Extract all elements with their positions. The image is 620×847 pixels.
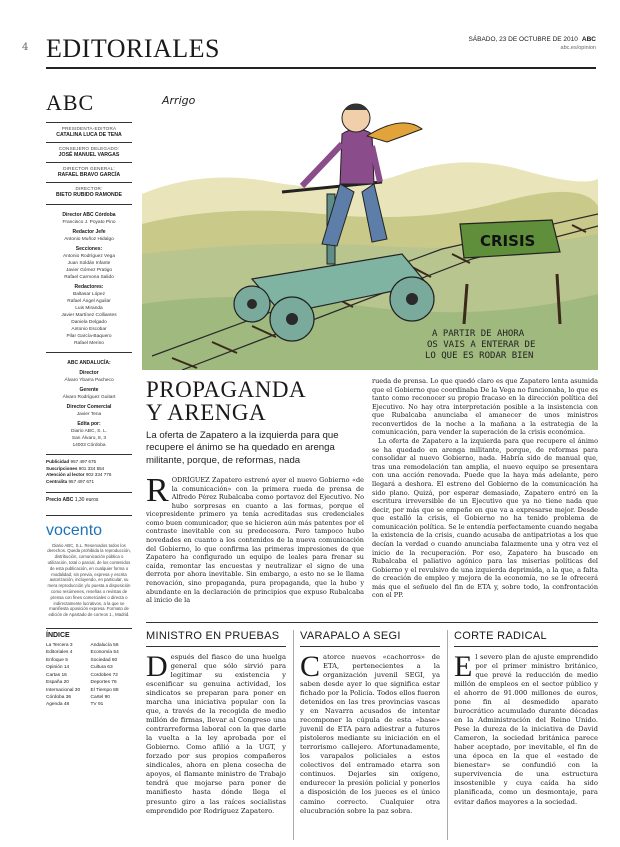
date-line (468, 36, 596, 43)
editorial-ministro (146, 630, 286, 816)
staff-heading: Edita por: (77, 421, 101, 427)
cartoonist-signature: Arrigo (162, 94, 196, 107)
price-label: Precio ABC (46, 496, 74, 503)
role-title: CONSEJERO DELEGADO: (58, 146, 120, 151)
role-title: DIRECTOR: (75, 186, 103, 191)
contact-value: 901 334 554 (78, 465, 105, 471)
main-body-col-1 (146, 472, 364, 605)
main-body-paragraph-1: rueda de prensa. Lo que quedó claro es que Zapatero lenta asumida que el Gobierno que coordinaba De la Vega no funcionaba, lo que es tanto como reconocer su propio fracaso en la dirección política del Ejecutivo. No hay otra interpretación posible a la insistencia con que Rubalcaba anunciaba el amanecer de unos ministros reconvertidos de la noche a la mañana a la estrategia de la comunicación, para vender la superación de la crisis económica. (372, 377, 598, 437)
dropcap: E (454, 650, 473, 683)
index-item[interactable]: Enfoque 5 (46, 657, 68, 663)
contact-label: Atención al lector (46, 472, 85, 478)
caption-line-2: OS VAIS A ENTERAR DE (427, 340, 536, 350)
section-title: EDITORIALES (46, 34, 221, 63)
staff-heading: Gerente (79, 387, 99, 393)
staff-name: Álvaro Rodríguez Guitart (62, 395, 116, 400)
staff-name: Pilar García-Baquero (66, 334, 112, 339)
index-list (46, 642, 132, 709)
staff-block (46, 352, 132, 448)
column-divider (293, 630, 294, 840)
editorial-corte (454, 630, 598, 807)
contact-label: Publicidad (46, 459, 70, 464)
index-item[interactable]: España 20 (46, 680, 69, 686)
index-item[interactable]: Economía 54 (90, 650, 119, 656)
staff-name: Antonio Rodríguez Vega (62, 254, 115, 259)
main-body-text-1: ODRÍGUEZ Zapatero estrenó ayer el nuevo Gobierno «de la comunicación» con la primera rueda de prensa de Alfredo Pérez Rubalcaba como portavoz del Ejecutivo. No hubo sorpresas en cuanto a las formas, porque el vicepresidente primero ya tenía acreditadas sus credenciales como buen comunicador, que se hicieron aún más patentes por el contraste inevitable con su predecesora. Pero tampoco hubo novedades en cuanto a los contenidos de la nueva comunicación del Gobierno, lo que confirma las primeras impresiones de que Zapatero ha configurado un equipo de leales para frenar su caída, remontar las encuestas y neutralizar el signo de una derrota por ahora inevitable. Sin embargo, a esto no se le llama renovación, sino propaganda, pura propaganda, que la hubo y abundante en la declaración de principios que expuso Rubalcaba al inicio de la (146, 476, 364, 605)
masthead-role-block (46, 142, 132, 158)
index-item[interactable]: El Tiempo 88 (90, 687, 119, 693)
crisis-sign-text: CRISIS (480, 232, 536, 250)
index-item[interactable]: La Tercera 3 (46, 642, 73, 648)
staff-name: 14003 Córdoba (72, 443, 106, 448)
cartoon-caption (425, 329, 535, 361)
abc-logo: ABC (46, 90, 95, 115)
staff-name: Antonio Muñoz Hidalgo (64, 237, 114, 242)
index-item[interactable]: Editoriales 4 (46, 650, 73, 656)
staff-name: Daniela Delgado (71, 320, 107, 325)
editorial-body: atorce nuevos «cachorros» de ETA, pertenecientes a la organización juvenil SEGI, ya saben desde ayer lo que significa estar fichado por la Policía. Todos ellos fueron detenidos en las tres provincias vascas y en Navarra acusados de intentar recomponer la cúpula de esta «base» juvenil de ETA para adiestrar a futuros pistoleros mediante su iniciación en el terrorismo callejero. Afortunadamente, los varapalos policiales a estos colectivos del entramado etarra son continuos. Dejarles sin oxígeno, endurecer la presión policial y ponerlos a disposición de los jueces es el único camino correcto. Cualquier otra elucubración sobre la paz sobra. (300, 653, 440, 815)
index-item[interactable]: Cartas 16 (46, 672, 67, 678)
main-subtitle: La oferta de Zapatero a la izquierda para que recupere el ánimo se ha quedado en arenga militante, porque, de reformas, nada (146, 430, 339, 466)
index-item[interactable]: Andalucía 56 (90, 642, 119, 648)
role-name: CATALINA LUCA DE TENA (56, 132, 122, 138)
editorial-cartoon (142, 74, 598, 370)
date: SÁBADO, 23 DE OCTUBRE DE 2010 (468, 36, 578, 43)
staff-name: Javier Gómez Pratigo (65, 268, 113, 273)
masthead-role-block (46, 182, 132, 198)
index-item[interactable]: Internacional 30 (46, 687, 81, 693)
contact-line (46, 466, 132, 473)
index-item[interactable]: Cultura 63 (90, 665, 113, 671)
index-item[interactable]: Cordobes 72 (90, 672, 118, 678)
main-body-col-2 (372, 377, 598, 600)
dropcap: D (146, 650, 168, 683)
role-name: BIETO RUBIDO RAMONDE (56, 192, 122, 198)
index-item[interactable]: Opinión 14 (46, 665, 70, 671)
staff-name: Rafael Ángel Aguilar (67, 299, 111, 304)
staff-name: Javier Tena (76, 412, 102, 417)
caption-line-1: A PARTIR DE AHORA (432, 329, 525, 339)
index-title: ÍNDICE (46, 628, 132, 639)
role-name: RAFAEL BRAVO GARCÍA (57, 172, 121, 178)
legal-notice: Diario ABC, S.L. Reservados todos los derechos. Queda prohibida la reproducción, distribución, comunicación pública o utilización, total o parcial, de los contenidos de esta publicación, en cualquier forma o modalidad, sin previa, expresa y escrita autorización, incluyendo, en particular, su mera reproducción y/o puesta a disposición como resúmenes, reseñas o revistas de prensa con fines comerciales o directa o indirectamente lucrativos, a la que se manifiesta oposición expresa. Formato de edición de Apartado de correos 1., Madrid. (47, 542, 131, 618)
contact-value: 902 334 776 (85, 472, 112, 478)
staff-name: Antonio Escobar (71, 327, 107, 332)
staff-name: Diario ABC, S. L. (71, 429, 107, 434)
dropcap: R (146, 472, 169, 509)
header-rule (46, 67, 596, 69)
editorial-title: MINISTRO EN PRUEBAS (146, 630, 286, 647)
vocento-logo: vocento (46, 515, 132, 540)
index-item[interactable]: Sociedad 60 (90, 657, 118, 663)
main-headline (146, 378, 366, 424)
editorial-title: VARAPALO A SEGI (300, 630, 440, 647)
contact-value: 957 497 671 (68, 478, 95, 484)
index-item[interactable]: Córdoba 36 (46, 694, 72, 700)
index-item[interactable]: TV 91 (90, 702, 104, 708)
staff-name: Rafael Merino (74, 341, 104, 346)
staff-name: Rafael Carmona Salido (64, 275, 114, 280)
role-name: JOSÉ MANUEL VARGAS (58, 152, 120, 158)
staff-name: Javier Martínez Colliantes (61, 313, 117, 318)
staff-name: Baltasar López (73, 292, 105, 297)
staff-block (46, 204, 132, 346)
index-item[interactable]: Agenda 48 (46, 702, 70, 708)
index-item[interactable]: Deportes 76 (90, 680, 117, 686)
contact-line (46, 472, 132, 479)
staff-heading: Secciones: (75, 246, 103, 252)
contact-list (46, 454, 132, 486)
staff-heading: ABC ANDALUCÍA: (67, 360, 111, 366)
staff-heading: Redactores: (74, 284, 104, 290)
staff-heading: Director Comercial (66, 404, 112, 410)
editorial-body: espués del fiasco de una huelga general que sólo sirvió para legitimar su existencia y escenificar su genuina actividad, los sindicatos se preparan para poner en marcha una iniciativa popular con la que, a través de la recogida de medio millón de firmas, llevar al Congreso una contrarreforma laboral con la que darle la vuelta a la ley aprobada por el Gobierno. Como afilió a la UGT, y forzado por sus propios compañeros sindicales, ahora en plena cosecha de apoyos, el flamante ministro de Trabajo tendrá que mojarse para poner de manifiesto hasta dónde llega el presunto giro a las raíces socialistas emprendido por Rodríguez Zapatero. (146, 653, 286, 815)
editorial-segi (300, 630, 440, 816)
contact-value: 957 497 675 (70, 459, 97, 464)
contact-line (46, 459, 132, 466)
role-title: DIRECTOR GENERAL: (63, 166, 115, 171)
staff-heading: Redactor Jefe (72, 229, 106, 235)
masthead-column (46, 90, 132, 709)
masthead-role-block (46, 162, 132, 178)
contact-label: Suscripciones (46, 465, 78, 471)
role-title: PRESIDENTA-EDITORA (61, 126, 117, 131)
main-headline-line-1: PROPAGANDA (146, 377, 307, 402)
column-divider (447, 630, 448, 840)
main-headline-line-2: Y ARENGA (146, 400, 267, 425)
editorial-title: CORTE RADICAL (454, 630, 598, 647)
contact-line (46, 479, 132, 486)
staff-name: Álvaro Ybarra Pacheco (64, 378, 114, 383)
price-value: 1,30 euros (74, 496, 99, 503)
page-number: 4 (22, 42, 29, 53)
site-link[interactable]: abc.es/opinion (560, 45, 596, 51)
staff-name: San Álvaro, 8, 3 (71, 436, 107, 441)
staff-name: Luis Miranda (75, 306, 103, 311)
staff-name: Francisco J. Poyato Pino (62, 220, 116, 225)
editorial-body: l severo plan de ajuste emprendido por el primer ministro británico, que prevé la reducción de medio millón de empleos en el sector público y el ahorro de 91.000 millones de euros, pone fin al desmedido aparato burocrático acumulado durante décadas en la Administración del Reino Unido. Pese la dureza de la iniciativa de David Cameron, la sociedad británica parece haber aceptado, por inevitable, el fin de una época en la que el «estado de bienestar» se confundió con la supervivencia de una estructura insostenible y cuya caída ha sido planificada, como un desmontaje, para evitar daños mayores a la sociedad. (454, 653, 598, 806)
contact-label: Centralita (46, 478, 68, 484)
section-rule (146, 622, 598, 623)
staff-heading: Director (79, 370, 99, 376)
masthead-role-block (46, 122, 132, 138)
main-body-paragraph-2: La oferta de Zapatero a la izquierda para que recupere el ánimo se ha quedado en arenga militante, porque, de reformas para consolidar al nuevo Gobierno, nada. Habría sido de manual que, tras una remodelación tan amplia, el nuevo equipo se presentara con una acción renovada. Puede que la haya más adelante, pero llegará a deshora. El estreno del Gobierno de la comunicación ha sido plano. Quizá, por esperar demasiado, Zapatero entró en la escritura irreversible de un Ejecutivo que ya no tiene nada que decir, por más que se empeñe en que va a expresarse mejor. Desde que estalló la crisis, el Gobierno no ha tenido problema de comunicación política. Se le entendía perfectamente cuando negaba la existencia de la crisis, cuando acusaba de antipatriotas a los que decían la verdad o cuando anunciaba falazmente una y otra vez el inicio de la recuperación. Por eso, Zapatero ha buscado en Rubalcaba el paliativo agónico para las miserias políticas del Gobierno y el revulsivo de una izquierda deprimida, a la que, a falta de creación de empleo y mejora de la economía, no se le ofrecerá más que el señuelo del fin de ETA y, sobre todo, la confrontación con el PP. (372, 437, 598, 600)
staff-name: Juan Soldán Infante (67, 261, 111, 266)
dropcap: C (300, 650, 321, 683)
price-line (46, 492, 132, 503)
caption-line-3: LO QUE ES RODAR BIEN (425, 351, 534, 361)
index-item[interactable]: Cartel 90 (90, 694, 110, 700)
brand: ABC (581, 36, 596, 43)
staff-heading: Director ABC Córdoba (62, 212, 116, 218)
